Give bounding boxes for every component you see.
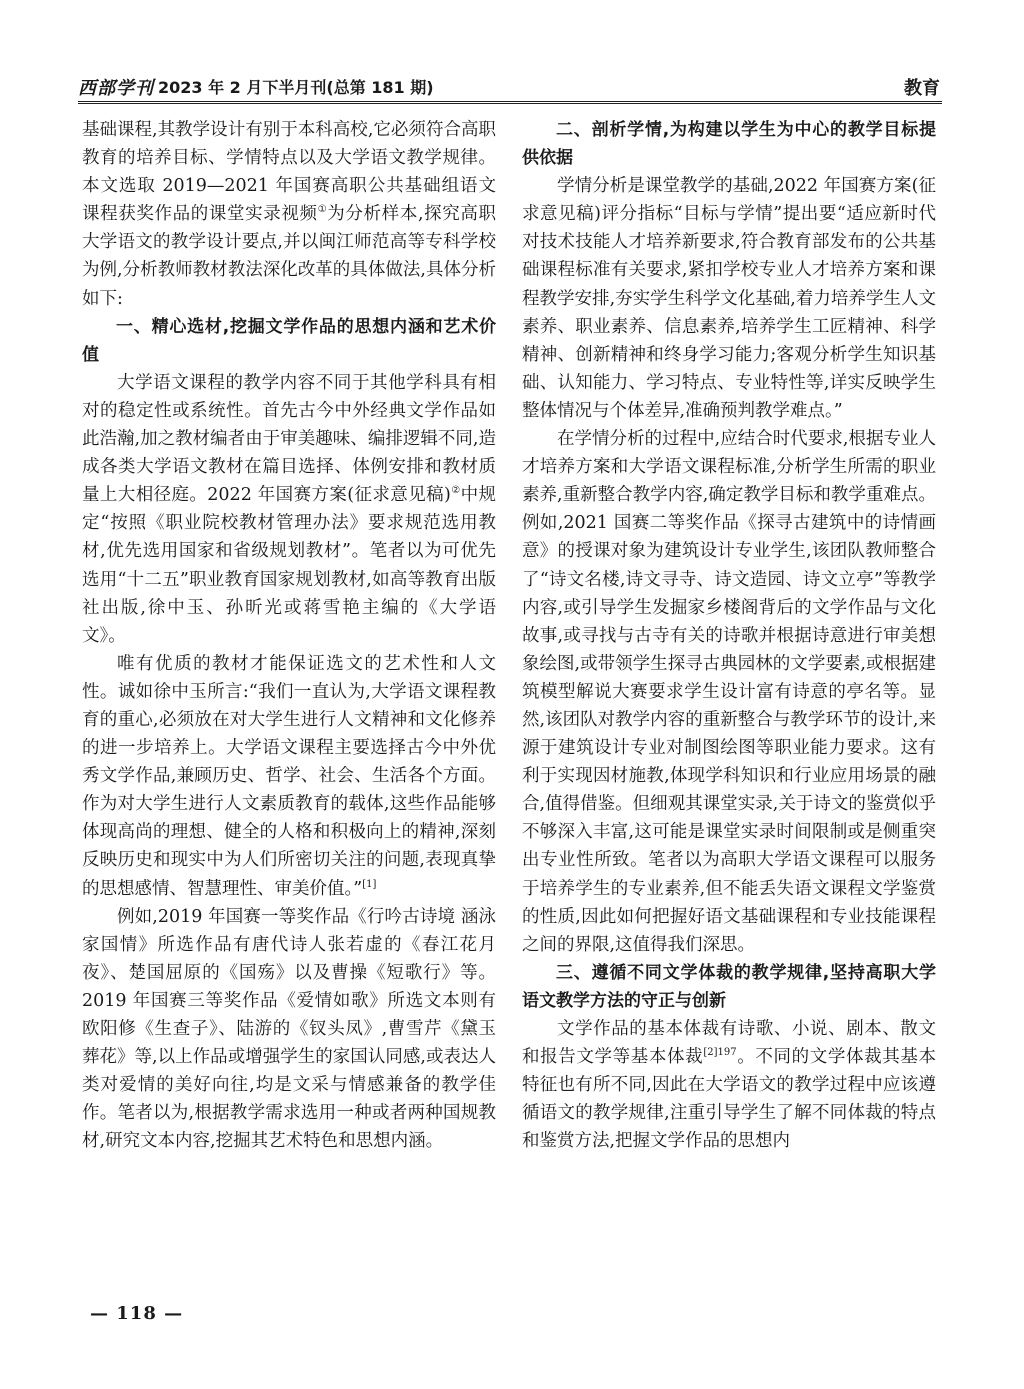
paragraph-text: 基础课程,其教学设计有别于本科高校,它必须符合高职教育的培养目标、学情特点以及大学语文教学规律。本文选取 2019—2021 年国赛高职公共基础组语文课程获奖作品的课堂实录视频 xyxy=(82,120,496,225)
citation-marker: [1] xyxy=(362,878,377,890)
paragraph-text: 为分析样本,探究高职大学语文的教学设计要点,并以闽江师范高等专科学校为例,分析教师教材教法深化改革的具体做法,具体分析如下: xyxy=(82,204,497,309)
paragraph xyxy=(522,1015,936,1155)
paragraph xyxy=(82,116,496,313)
paragraph: 例如,2019 年国赛一等奖作品《行吟古诗境 涵泳家国情》所选作品有唐代诗人张若虚的《春江花月夜》、楚国屈原的《国殇》以及曹操《短歌行》等。2019 年国赛三等奖作品《爱情如歌》所选文本则有欧阳修《生查子》、陆游的《钗头凤》,曹雪芹《黛玉葬花》等,以上作品或增强学生的家国认同感,或表达人类对爱情的美好向往,均是文采与情感兼备的教学佳作。笔者以为,根据教学需求选用一种或者两种国规教材,研究文本内容,挖掘其艺术特色和思想内涵。 xyxy=(82,906,496,1152)
paragraph-text: 唯有优质的教材才能保证选文的艺术性和人文性。诚如徐中玉所言:“我们一直认为,大学语文课程教育的重心,必须放在对大学生进行人文精神和文化修养的进一步培养上。大学语文课程主要选择古今中外优秀文学作品,兼顾历史、哲学、社会、生活各个方面。作为对大学生进行人文素质教育的载体,这些作品能够体现高尚的理想、健全的人格和积极向上的精神,深刻反映历史和现实中为人们所密切关注的问题,表现真挚的思想感情、智慧理性、审美价值。” xyxy=(82,653,496,899)
citation-marker: [2]197 xyxy=(703,1047,737,1059)
issue-info: 2023 年 2 月下半月刊(总第 181 期) xyxy=(158,78,434,97)
paragraph-text: 。不同的文学体裁其基本特征也有所不同,因此在大学语文的教学过程中应该遵循语文的教学规律,注重引导学生了解不同体裁的特点和鉴赏方法,把握文学作品的思想内 xyxy=(522,1047,937,1152)
section-label: 教育 xyxy=(904,78,940,99)
footnote-marker: ② xyxy=(450,485,461,497)
page-number: — 118 — xyxy=(90,1303,184,1324)
running-header xyxy=(78,72,942,100)
journal-logo: 西部学刊 xyxy=(78,78,154,99)
paragraph-text: 文学作品的基本体裁有诗歌、小说、剧本、散文和报告文学等基本体裁 xyxy=(522,1019,936,1068)
right-column xyxy=(522,116,936,1155)
paragraph: 学情分析是课堂教学的基础,2022 年国赛方案(征求意见稿)评分指标“目标与学情”提出要“适应新时代对技术技能人才培养新要求,符合教育部发布的公共基础课程标准有关要求,紧扣学校专业人才培养方案和课程教学安排,夯实学生科学文化基础,着力培养学生人文素养、职业素养、信息素养,培养学生工匠精神、科学精神、创新精神和终身学习能力;客观分析学生知识基础、认知能力、学习特点、专业特性等,详实反映学生整体情况与个体差异,准确预判教学难点。” xyxy=(522,176,936,421)
paragraph-text: 中规定“按照《职业院校教材管理办法》要求规范选用教材,优先选用国家和省级规划教材”。笔者以为可优先选用“十二五”职业教育国家规划教材,如高等教育出版社出版,徐中玉、孙昕光或蒋雪艳主编的《大学语文》。 xyxy=(82,485,496,646)
paragraph xyxy=(82,650,496,903)
header-rule xyxy=(78,101,942,104)
paragraph-text: 大学语文课程的教学内容不同于其他学科具有相对的稳定性或系统性。首先古今中外经典文学作品如此浩瀚,加之教材编者由于审美趣味、编排逻辑不同,造成各类大学语文教材在篇目选择、体例安排和教材质量上大相径庭。2022 年国赛方案(征求意见稿) xyxy=(82,372,496,506)
section-heading: 三、遵循不同文学体裁的教学规律,坚持高职大学语文教学方法的守正与创新 xyxy=(522,962,936,1011)
footnote-marker: ① xyxy=(317,204,328,216)
section-heading: 二、剖析学情,为构建以学生为中心的教学目标提供依据 xyxy=(522,120,936,169)
paragraph: 在学情分析的过程中,应结合时代要求,根据专业人才培养方案和大学语文课程标准,分析学生所需的职业素养,重新整合教学内容,确定教学目标和教学重难点。例如,2021 国赛二等奖作品《探寻古建筑中的诗情画意》的授课对象为建筑设计专业学生,该团队教师整合了“诗文名楼,诗文寻寺、诗文造园、诗文立亭”等教学内容,或引导学生发掘家乡楼阁背后的文学作品与文化故事,或寻找与古寺有关的诗歌并根据诗意进行审美想象绘图,或带领学生探寻古典园林的文学要素,或根据建筑模型解说大赛要求学生设计富有诗意的亭名等。显然,该团队对教学内容的重新整合与教学环节的设计,来源于建筑设计专业对制图绘图等职业能力要求。这有利于实现因材施教,体现学科知识和行业应用场景的融合,值得借鉴。但细观其课堂实录,关于诗文的鉴赏似乎不够深入丰富,这可能是课堂实录时间限制或是侧重突出专业性所致。笔者以为高职大学语文课程可以服务于培养学生的专业素养,但不能丢失语文课程文学鉴赏的性质,因此如何把握好语文基础课程和专业技能课程之间的界限,这值得我们深思。 xyxy=(522,429,936,955)
left-column xyxy=(82,116,496,1155)
section-heading: 一、精心选材,挖掘文学作品的思想内涵和艺术价值 xyxy=(82,316,496,365)
paragraph xyxy=(82,369,496,650)
